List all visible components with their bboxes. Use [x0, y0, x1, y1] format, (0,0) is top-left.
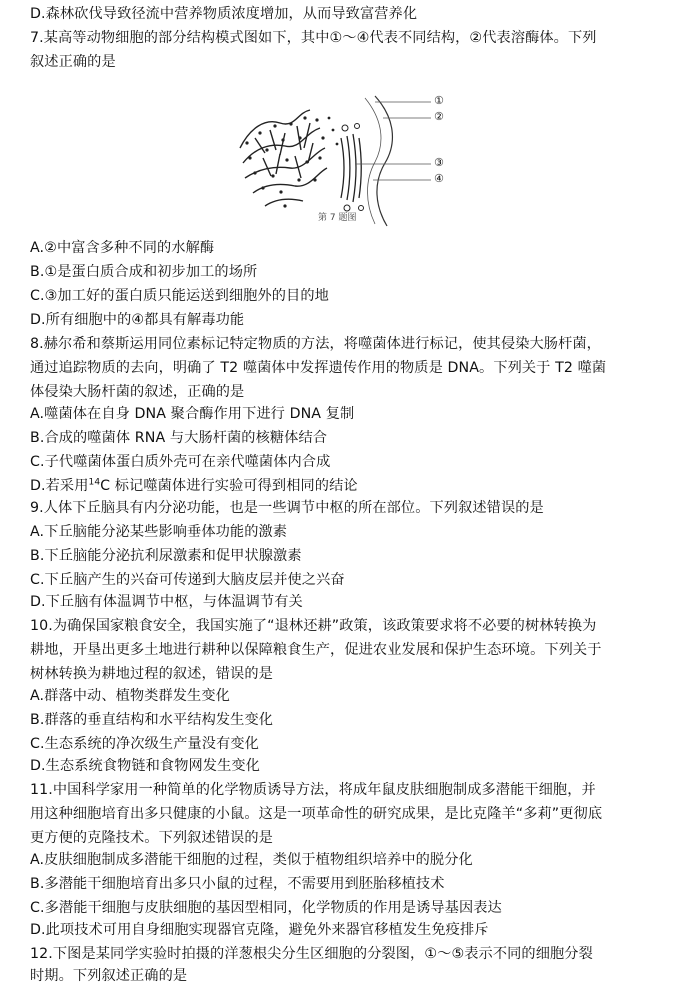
label-1: ①	[434, 94, 444, 107]
q7-option-d: D.所有细胞中的④都具有解毒功能	[30, 312, 245, 328]
q10-stem-line-1: 10.为确保国家粮食安全，我国实施了“退林还耕”政策，该政策要求将不必要的树林转换为	[30, 618, 597, 634]
q7-option-b: B.①是蛋白质合成和初步加工的场所	[30, 264, 258, 280]
q9-option-b: B.下丘脑能分泌抗利尿激素和促甲状腺激素	[30, 548, 302, 564]
q9-option-d: D.下丘脑有体温调节中枢，与体温调节有关	[30, 594, 303, 610]
q11-stem-line-2: 用这种细胞培育出多只健康的小鼠。这是一项革命性的研究成果，是比克隆羊“多莉”更彻底	[30, 806, 603, 822]
q8-option-a: A.噬菌体在自身 DNA 聚合酶作用下进行 DNA 复制	[30, 406, 355, 422]
label-2: ②	[434, 110, 444, 123]
q11-stem-line-1: 11.中国科学家用一种简单的化学物质诱导方法，将成年鼠皮肤细胞制成多潜能干细胞，并	[30, 782, 596, 798]
golgi-apparatus	[341, 134, 361, 202]
q11-option-d: D.此项技术可用自身细胞实现器官克隆，避免外来器官移植发生免疫排斥	[30, 922, 489, 938]
q9-option-c: C.下丘脑产生的兴奋可传递到大脑皮层并使之兴奋	[30, 572, 345, 588]
cell-structure-figure	[225, 88, 455, 228]
q11-option-a: A.皮肤细胞制成多潜能干细胞的过程，类似于植物组织培养中的脱分化	[30, 852, 473, 868]
vesicles	[342, 124, 364, 212]
q11-option-b: B.多潜能干细胞培育出多只小鼠的过程，不需要用到胚胎移植技术	[30, 876, 445, 892]
q12-stem-line-1: 12.下图是某同学实验时拍摄的洋葱根尖分生区细胞的分裂图，①～⑤表示不同的细胞分裂	[30, 946, 593, 962]
label-3: ③	[434, 156, 444, 169]
q8-option-d-superscript: 14	[88, 477, 101, 488]
cell-diagram-svg	[225, 88, 455, 228]
q7-option-a: A.②中富含多种不同的水解酶	[30, 240, 215, 256]
q12-stem-line-2: 时期。下列叙述正确的是	[30, 968, 188, 984]
q9-stem: 9.人体下丘脑具有内分泌功能，也是一些调节中枢的所在部位。下列叙述错误的是	[30, 500, 544, 516]
er-network	[240, 110, 327, 206]
membrane-outer	[375, 96, 392, 226]
q6-option-d: D.森林砍伐导致径流中营养物质浓度增加，从而导致富营养化	[30, 6, 418, 22]
q11-option-c: C.多潜能干细胞与皮肤细胞的基因型相同，化学物质的作用是诱导基因表达	[30, 900, 502, 916]
q7-stem-line-2: 叙述正确的是	[30, 54, 116, 70]
figure-caption: 第 7 题图	[318, 213, 357, 223]
q9-option-a: A.下丘脑能分泌某些影响垂体功能的激素	[30, 524, 288, 540]
q7-stem-line-1: 7.某高等动物细胞的部分结构模式图如下，其中①～④代表不同结构，②代表溶酶体。下列	[30, 30, 597, 46]
q8-option-d	[30, 476, 660, 496]
q11-stem-line-3: 更方便的克隆技术。下列叙述错误的是	[30, 830, 273, 846]
q8-stem-line-2: 通过追踪物质的去向，明确了 T2 噬菌体中发挥遗传作用的物质是 DNA。下列关于 T2 噬菌	[30, 360, 607, 376]
ribosomes	[245, 116, 338, 207]
q10-option-c: C.生态系统的净次级生产量没有变化	[30, 736, 259, 752]
q8-option-b: B.合成的噬菌体 RNA 与大肠杆菌的核糖体结合	[30, 430, 328, 446]
label-4: ④	[434, 172, 444, 185]
q10-stem-line-3: 树林转换为耕地过程的叙述，错误的是	[30, 666, 273, 682]
q8-option-d-prefix: D.若采用	[30, 478, 89, 494]
q8-stem-line-1: 8.赫尔希和蔡斯运用同位素标记特定物质的方法，将噬菌体进行标记，使其侵染大肠杆菌，	[30, 336, 601, 352]
q8-option-d-rest: C 标记噬菌体进行实验可得到相同的结论	[100, 478, 358, 494]
q8-option-c: C.子代噬菌体蛋白质外壳可在亲代噬菌体内合成	[30, 454, 331, 470]
q7-option-c: C.③加工好的蛋白质只能运送到细胞外的目的地	[30, 288, 329, 304]
q8-stem-line-3: 体侵染大肠杆菌的叙述，正确的是	[30, 384, 245, 400]
leader-lines	[355, 102, 431, 180]
q10-stem-line-2: 耕地，开垦出更多土地进行耕种以保障粮食生产，促进农业发展和保护生态环境。下列关于	[30, 642, 602, 658]
q10-option-b: B.群落的垂直结构和水平结构发生变化	[30, 712, 274, 728]
q10-option-d: D.生态系统食物链和食物网发生变化	[30, 758, 260, 774]
q10-option-a: A.群落中动、植物类群发生变化	[30, 688, 230, 704]
